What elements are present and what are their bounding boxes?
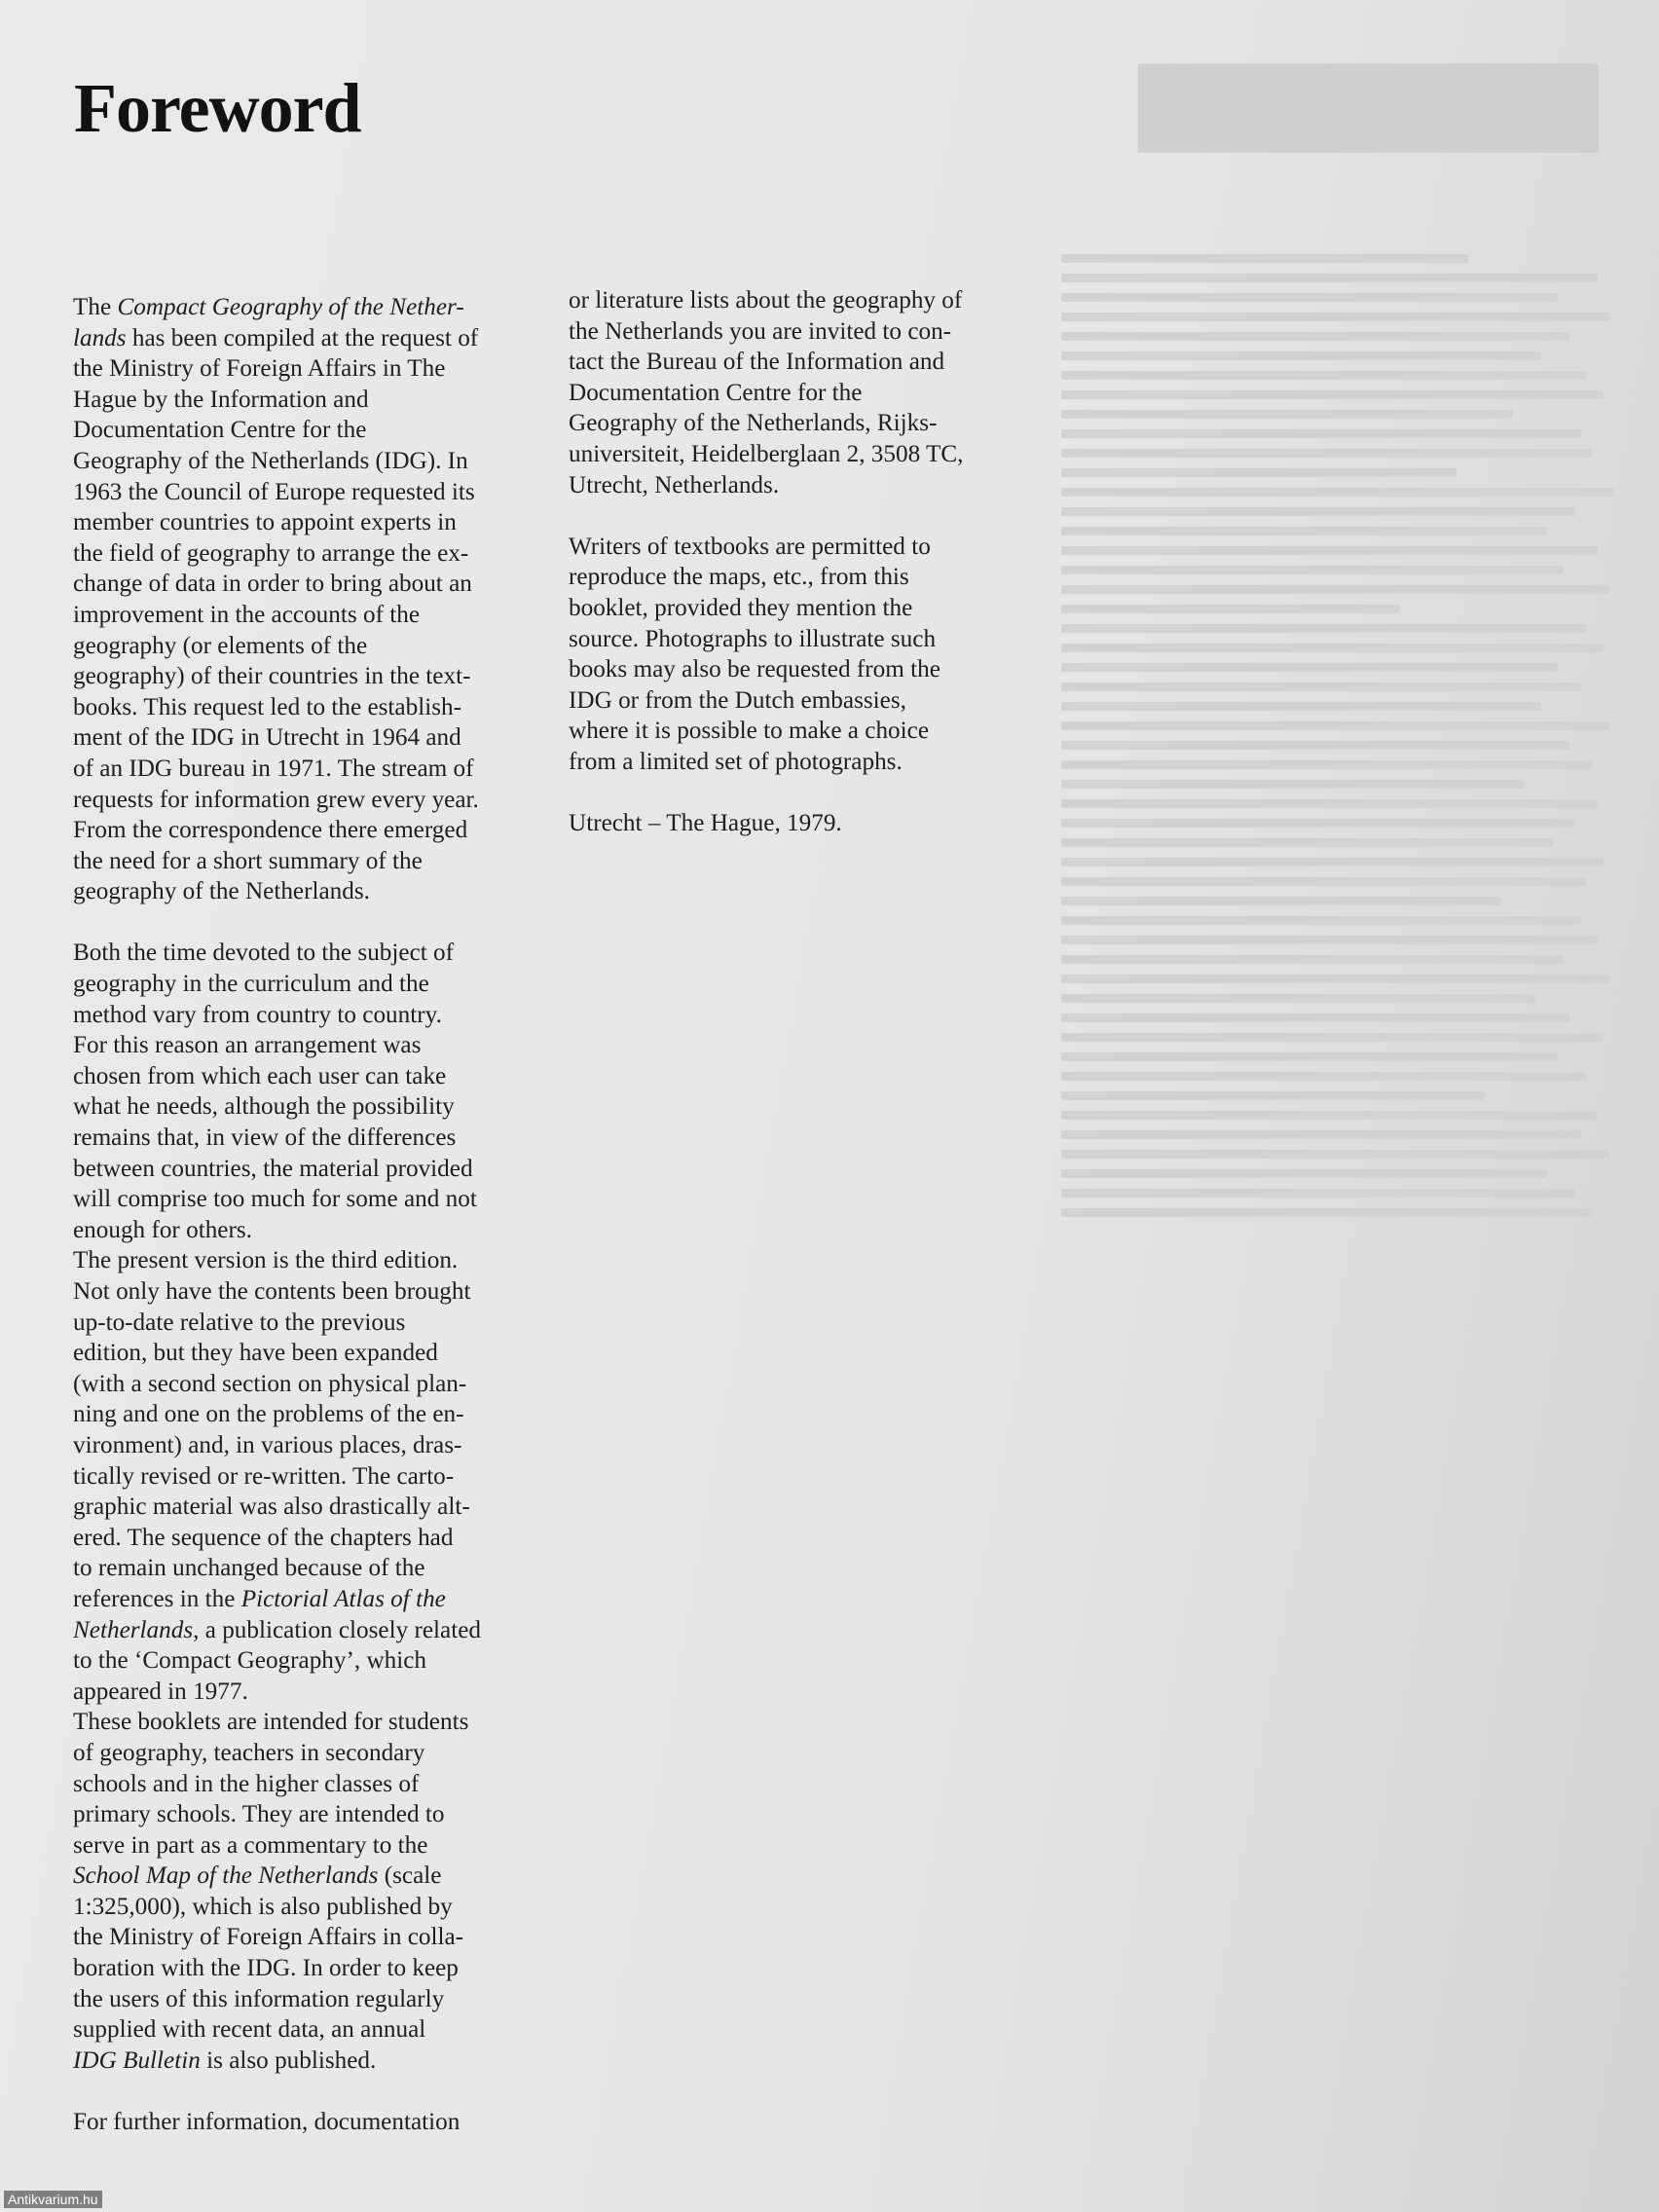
text-run: ered. The sequence of the chapters had bbox=[73, 1524, 454, 1551]
right-column-line bbox=[569, 654, 1036, 685]
show-through-line bbox=[1061, 293, 1558, 302]
right-column-line bbox=[569, 624, 1036, 655]
text-run: The bbox=[73, 294, 118, 320]
text-run: the Ministry of Foreign Affairs in colla- bbox=[73, 1924, 464, 1951]
left-column-line bbox=[73, 1399, 540, 1430]
left-column-line bbox=[73, 507, 540, 538]
italic-title: lands bbox=[73, 324, 127, 351]
text-run: between countries, the material provided bbox=[73, 1155, 473, 1182]
text-run: improvement in the accounts of the bbox=[73, 601, 421, 628]
text-run: books. This request led to the establish- bbox=[73, 693, 461, 720]
left-column-line bbox=[73, 1553, 540, 1584]
text-run: requests for information grew every year. bbox=[73, 786, 479, 813]
left-column-line bbox=[73, 1030, 540, 1061]
show-through-line bbox=[1061, 916, 1581, 925]
left-column-line bbox=[73, 1677, 540, 1708]
left-column-line bbox=[73, 415, 540, 446]
show-through-line bbox=[1061, 449, 1592, 458]
text-run: to the ‘Compact Geography’, which bbox=[73, 1647, 427, 1675]
show-through-line bbox=[1061, 1091, 1485, 1100]
show-through-line bbox=[1061, 254, 1468, 263]
text-run: or literature lists about the geography of bbox=[569, 287, 963, 313]
left-column-line bbox=[73, 1369, 540, 1400]
show-through-line bbox=[1061, 1150, 1609, 1159]
show-through-line bbox=[1061, 1072, 1586, 1081]
left-column-line bbox=[73, 938, 540, 969]
text-run: appeared in 1977. bbox=[73, 1677, 248, 1705]
text-run: supplied with recent data, an annual bbox=[73, 2016, 426, 2044]
show-through-line bbox=[1061, 760, 1592, 769]
text-run: will comprise too much for some and not bbox=[73, 1186, 477, 1213]
left-column-line bbox=[73, 1892, 540, 1923]
show-through-line bbox=[1061, 1189, 1575, 1198]
text-run: where it is possible to make a choice bbox=[569, 718, 930, 745]
right-column-line bbox=[569, 439, 1036, 470]
show-through-line bbox=[1061, 702, 1541, 711]
text-run: IDG or from the Dutch embassies, bbox=[569, 686, 906, 714]
text-run: remains that, in view of the differences bbox=[73, 1124, 457, 1152]
show-through-line bbox=[1061, 390, 1604, 399]
text-run: The present version is the third edition. bbox=[73, 1247, 459, 1274]
left-column-line bbox=[73, 1922, 540, 1953]
left-column-line bbox=[73, 292, 540, 323]
show-through-line bbox=[1061, 799, 1598, 808]
show-through-line bbox=[1061, 527, 1547, 535]
text-run: booklet, provided they mention the bbox=[569, 594, 913, 621]
left-column-line bbox=[73, 1123, 540, 1154]
show-through-heading: ▇▇▇▇▇▇▇ bbox=[1139, 55, 1597, 149]
left-column-line bbox=[73, 2014, 540, 2046]
text-run: (with a second section on physical plan- bbox=[73, 1370, 467, 1397]
text-run: member countries to appoint experts in bbox=[73, 509, 457, 536]
left-column-line bbox=[73, 1338, 540, 1369]
left-column-line bbox=[73, 569, 540, 600]
text-run: method vary from country to country. bbox=[73, 1001, 442, 1028]
show-through-line bbox=[1061, 897, 1501, 905]
text-run: ning and one on the problems of the en- bbox=[73, 1401, 464, 1428]
left-column-line bbox=[73, 538, 540, 570]
left-column-line bbox=[73, 661, 540, 692]
text-run: of an IDG bureau in 1971. The stream of bbox=[73, 755, 474, 782]
left-column-line bbox=[73, 876, 540, 907]
paragraph-gap bbox=[569, 500, 1036, 532]
show-through-line bbox=[1061, 351, 1541, 360]
left-column-line bbox=[73, 1645, 540, 1677]
show-through-line bbox=[1061, 721, 1609, 730]
left-column-line bbox=[73, 1061, 540, 1092]
italic-title: Netherlands bbox=[73, 1616, 194, 1643]
text-run: schools and in the higher classes of bbox=[73, 1770, 420, 1797]
text-run: These booklets are intended for students bbox=[73, 1709, 469, 1736]
left-column-line bbox=[73, 1154, 540, 1185]
show-through-line bbox=[1061, 546, 1598, 555]
show-through-line bbox=[1061, 313, 1609, 321]
watermark: Antikvarium.hu bbox=[4, 2191, 102, 2208]
left-column-line bbox=[73, 1492, 540, 1523]
left-column-line bbox=[73, 1430, 540, 1461]
right-text-column bbox=[569, 285, 1036, 839]
right-column-line bbox=[569, 347, 1036, 378]
left-column-line bbox=[73, 2107, 540, 2138]
show-through-line bbox=[1061, 877, 1586, 886]
paragraph-gap bbox=[73, 2076, 540, 2107]
text-run: edition, but they have been expanded bbox=[73, 1340, 438, 1367]
text-run: graphic material was also drastically alt- bbox=[73, 1493, 470, 1521]
show-through-line bbox=[1061, 780, 1525, 789]
show-through-line bbox=[1061, 624, 1586, 633]
left-column-line bbox=[73, 969, 540, 1000]
show-through-line bbox=[1061, 585, 1609, 594]
text-run: Both the time devoted to the subject of bbox=[73, 940, 455, 967]
left-column-line bbox=[73, 600, 540, 631]
text-run: geography (or elements of the bbox=[73, 632, 368, 659]
text-run: Hague by the Information and bbox=[73, 386, 369, 413]
text-run: of geography, teachers in secondary bbox=[73, 1739, 425, 1766]
right-column-line bbox=[569, 470, 1036, 501]
left-column-line bbox=[73, 1584, 540, 1615]
text-run: Not only have the contents been brought bbox=[73, 1278, 471, 1305]
left-column-line bbox=[73, 754, 540, 785]
page-title: Foreword bbox=[74, 69, 361, 147]
text-run: tact the Bureau of the Information and bbox=[569, 349, 945, 376]
left-column-line bbox=[73, 1738, 540, 1769]
show-through-line bbox=[1061, 1033, 1604, 1042]
left-column-line bbox=[73, 1215, 540, 1246]
right-column-line bbox=[569, 378, 1036, 409]
left-column-line bbox=[73, 2046, 540, 2077]
left-column-line bbox=[73, 785, 540, 816]
show-through-line bbox=[1061, 1208, 1592, 1217]
show-through-line bbox=[1061, 468, 1456, 477]
left-column-line bbox=[73, 631, 540, 662]
text-run: change of data in order to bring about an bbox=[73, 571, 472, 598]
show-through-line bbox=[1061, 371, 1586, 380]
show-through-line bbox=[1061, 605, 1400, 613]
show-through-line bbox=[1061, 1111, 1598, 1120]
text-run: serve in part as a commentary to the bbox=[73, 1831, 428, 1859]
left-column-line bbox=[73, 1707, 540, 1738]
text-run: vironment) and, in various places, dras- bbox=[73, 1431, 462, 1458]
left-column-line bbox=[73, 1861, 540, 1892]
text-run: the users of this information regularly bbox=[73, 1985, 445, 2012]
left-column-line bbox=[73, 692, 540, 723]
right-column-line bbox=[569, 808, 1036, 839]
show-through-line bbox=[1061, 1052, 1558, 1061]
text-run: From the correspondence there emerged bbox=[73, 817, 468, 844]
text-run: boration with the IDG. In order to keep bbox=[73, 1955, 459, 1982]
show-through-line bbox=[1061, 566, 1564, 574]
left-column-line bbox=[73, 1245, 540, 1276]
text-run: the field of geography to arrange the ex- bbox=[73, 539, 469, 567]
text-run: Utrecht – The Hague, 1979. bbox=[569, 810, 842, 837]
text-run: tically revised or re-written. The carto- bbox=[73, 1462, 455, 1490]
text-run: enough for others. bbox=[73, 1216, 252, 1243]
show-through-line bbox=[1061, 682, 1581, 691]
left-column-line bbox=[73, 385, 540, 416]
show-through-line bbox=[1061, 858, 1604, 866]
left-column-line bbox=[73, 1184, 540, 1215]
text-run: 1:325,000), which is also published by bbox=[73, 1893, 453, 1920]
show-through-line bbox=[1061, 332, 1569, 341]
show-through-line bbox=[1061, 1169, 1547, 1178]
left-column-line bbox=[73, 1308, 540, 1339]
show-through-line bbox=[1061, 410, 1513, 419]
left-column-line bbox=[73, 1615, 540, 1646]
text-run: the need for a short summary of the bbox=[73, 847, 423, 874]
show-through-line bbox=[1061, 1130, 1581, 1139]
paragraph-gap bbox=[569, 778, 1036, 809]
text-run: Geography of the Netherlands, Rijks- bbox=[569, 410, 938, 437]
show-through-line bbox=[1061, 488, 1614, 497]
left-text-column bbox=[73, 292, 540, 2138]
text-run: has been compiled at the request of bbox=[126, 324, 479, 351]
right-column-line bbox=[569, 285, 1036, 316]
text-run: geography in the curriculum and the bbox=[73, 971, 429, 998]
show-through-line bbox=[1061, 429, 1581, 438]
right-column-line bbox=[569, 562, 1036, 593]
show-through-line bbox=[1061, 644, 1604, 652]
text-run: Documentation Centre for the bbox=[569, 379, 863, 406]
text-run: For further information, documentation bbox=[73, 2109, 461, 2136]
text-run: 1963 the Council of Europe requested its bbox=[73, 478, 475, 505]
text-run: geography) of their countries in the text- bbox=[73, 663, 471, 690]
left-column-line bbox=[73, 1000, 540, 1031]
left-column-line bbox=[73, 446, 540, 477]
left-column-line bbox=[73, 477, 540, 508]
show-through-line bbox=[1061, 838, 1553, 847]
right-column-line bbox=[569, 532, 1036, 563]
italic-title: Pictorial Atlas of the bbox=[240, 1585, 446, 1612]
left-column-line bbox=[73, 1799, 540, 1830]
show-through-line bbox=[1061, 741, 1569, 750]
left-column-line bbox=[73, 323, 540, 354]
text-run: , a publication closely related bbox=[193, 1616, 481, 1643]
text-run: reproduce the maps, etc., from this bbox=[569, 564, 909, 591]
show-through-line bbox=[1061, 975, 1609, 983]
show-through-text bbox=[1061, 243, 1626, 1228]
show-through-line bbox=[1061, 507, 1575, 516]
show-through-line bbox=[1061, 1014, 1569, 1022]
left-column-line bbox=[73, 1984, 540, 2015]
text-run: Geography of the Netherlands (IDG). In bbox=[73, 447, 468, 474]
left-column-line bbox=[73, 1091, 540, 1123]
text-run: geography of the Netherlands. bbox=[73, 878, 370, 905]
show-through-line bbox=[1061, 936, 1598, 944]
left-column-line bbox=[73, 1769, 540, 1800]
show-through-line bbox=[1061, 663, 1558, 672]
right-column-line bbox=[569, 408, 1036, 439]
text-run: the Netherlands you are invited to con- bbox=[569, 317, 952, 345]
left-column-line bbox=[73, 815, 540, 846]
left-column-line bbox=[73, 1830, 540, 1862]
text-run: what he needs, although the possibility bbox=[73, 1093, 455, 1121]
text-run: is also published. bbox=[200, 2046, 377, 2074]
left-column-line bbox=[73, 353, 540, 385]
right-column-line bbox=[569, 747, 1036, 778]
text-run: primary schools. They are intended to bbox=[73, 1801, 445, 1828]
italic-title: IDG Bulletin bbox=[73, 2046, 201, 2074]
text-run: universiteit, Heidelberglaan 2, 3508 TC, bbox=[569, 440, 964, 467]
left-column-line bbox=[73, 846, 540, 877]
show-through-line bbox=[1061, 274, 1598, 282]
left-column-line bbox=[73, 1523, 540, 1554]
show-through-line bbox=[1061, 955, 1564, 964]
text-run: source. Photographs to illustrate such bbox=[569, 625, 937, 652]
right-column-line bbox=[569, 716, 1036, 747]
paragraph-gap bbox=[73, 907, 540, 939]
text-run: For this reason an arrangement was bbox=[73, 1032, 422, 1059]
left-column-line bbox=[73, 1276, 540, 1308]
text-run: references in the bbox=[73, 1585, 241, 1612]
text-run: (scale bbox=[378, 1862, 442, 1890]
left-column-line bbox=[73, 1953, 540, 1984]
right-column-line bbox=[569, 593, 1036, 624]
text-run: from a limited set of photographs. bbox=[569, 748, 903, 775]
left-column-line bbox=[73, 1461, 540, 1493]
text-run: chosen from which each user can take bbox=[73, 1062, 447, 1089]
text-run: to remain unchanged because of the bbox=[73, 1555, 425, 1582]
text-run: Documentation Centre for the bbox=[73, 417, 367, 444]
text-run: books may also be requested from the bbox=[569, 656, 940, 683]
text-run: the Ministry of Foreign Affairs in The bbox=[73, 355, 446, 383]
show-through-line bbox=[1061, 994, 1535, 1003]
left-column-line bbox=[73, 722, 540, 754]
show-through-line bbox=[1061, 819, 1575, 828]
right-column-line bbox=[569, 316, 1036, 348]
text-run: up-to-date relative to the previous bbox=[73, 1309, 406, 1336]
text-run: Utrecht, Netherlands. bbox=[569, 471, 780, 498]
text-run: Writers of textbooks are permitted to bbox=[569, 533, 931, 560]
right-column-line bbox=[569, 685, 1036, 717]
italic-title: School Map of the Netherlands bbox=[73, 1862, 379, 1890]
text-run: ment of the IDG in Utrecht in 1964 and bbox=[73, 724, 461, 752]
italic-title: Compact Geography of the Nether- bbox=[117, 294, 464, 320]
